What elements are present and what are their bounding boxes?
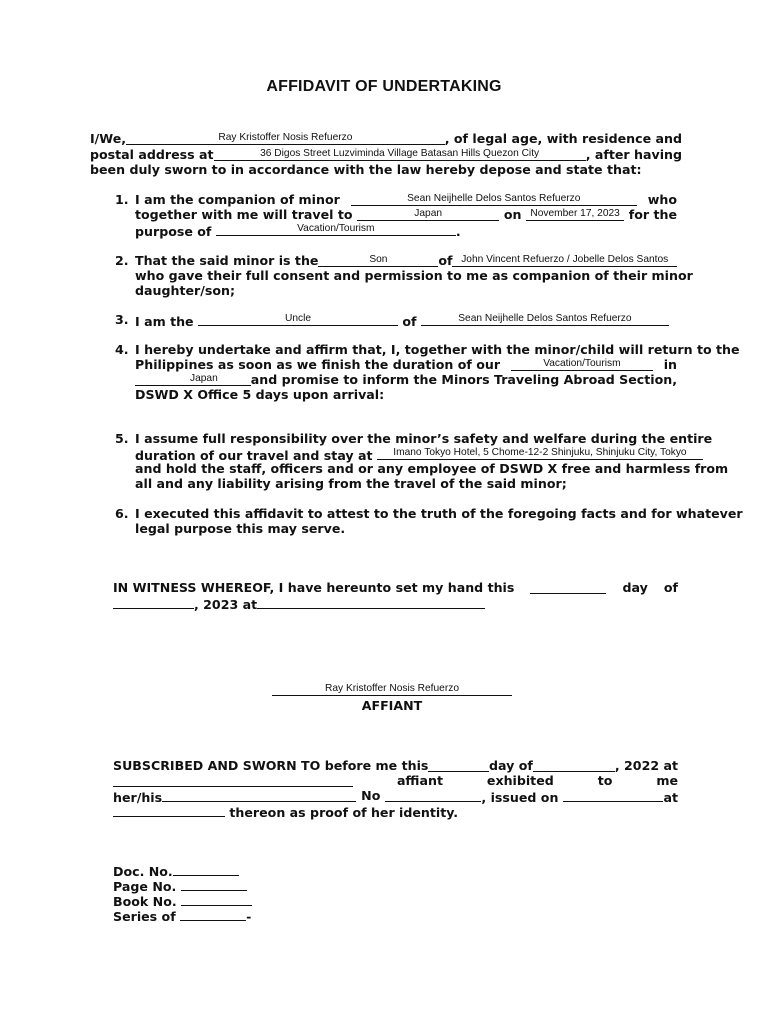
hotel-field[interactable]: Imano Tokyo Hotel, 5 Chome-12-2 Shinjuku, Shinjuku City, Tokyo <box>377 446 703 460</box>
subscribed-line-4 <box>113 803 458 820</box>
doc-no-label: Doc. No. <box>113 864 173 879</box>
item-6-line-2: legal purpose this may serve. <box>135 521 346 536</box>
subscribed-me: me <box>656 773 678 788</box>
item-2-text: That the said minor is the <box>135 253 319 268</box>
intro-postal: postal address at <box>90 147 214 162</box>
purpose-field[interactable]: Vacation/Tourism <box>216 222 456 236</box>
item-3-line-1 <box>135 312 669 329</box>
place-field[interactable]: Japan <box>135 372 251 386</box>
item-1-for: for the <box>628 207 677 222</box>
subscribed-exhibited: exhibited <box>486 773 554 788</box>
id-number-field[interactable] <box>385 788 481 802</box>
address-field[interactable]: 36 Digos Street Luzviminda Village Batasan Hills Quezon City <box>214 147 586 161</box>
subscribed-identity-text: thereon as proof of her identity. <box>229 805 459 820</box>
item-1-purpose-text: purpose of <box>135 224 212 239</box>
item-6-number: 6. <box>115 506 129 521</box>
id-type-field[interactable] <box>162 788 356 802</box>
item-2-of: of <box>438 253 453 268</box>
item-2-line-1 <box>135 253 677 268</box>
item-4-number: 4. <box>115 342 129 357</box>
subscribed-year-text: , 2022 at <box>614 758 678 773</box>
subscribed-text: SUBSCRIBED AND SWORN TO before me this <box>113 758 429 773</box>
item-4-in: in <box>663 357 677 372</box>
item-1-number: 1. <box>115 192 129 207</box>
series-end: - <box>246 909 252 924</box>
travel-date-field[interactable]: November 17, 2023 <box>526 207 624 221</box>
item-2-number: 2. <box>115 253 129 268</box>
item-2-line-3: daughter/son; <box>135 283 235 298</box>
intro-iwe: I/We, <box>90 131 127 146</box>
destination-field[interactable]: Japan <box>357 207 499 221</box>
series-field[interactable] <box>180 907 246 921</box>
witness-year-text: , 2023 at <box>194 597 258 612</box>
item-4-line-1: I hereby undertake and affirm that, I, together with the minor/child will return to the <box>135 342 740 357</box>
page-no-field[interactable] <box>181 877 247 891</box>
intro-line-3: been duly sworn to in accordance with the law hereby depose and state that: <box>90 162 642 177</box>
book-no-field[interactable] <box>181 892 252 906</box>
subscribed-line-2 <box>113 773 678 788</box>
item-4-duration-text: Philippines as soon as we finish the duration of our <box>135 357 501 372</box>
intro-legal-age: , of legal age, with residence and <box>444 131 682 146</box>
purpose-field-2[interactable]: Vacation/Tourism <box>511 357 653 371</box>
series-label: Series of <box>113 909 176 924</box>
item-4-line-4: DSWD X Office 5 days upon arrival: <box>135 387 385 402</box>
affiant-signature-line[interactable] <box>272 681 512 696</box>
subscribed-no: No <box>361 788 381 803</box>
subscribed-affiant: affiant <box>396 773 443 788</box>
intro-line-1 <box>90 131 682 146</box>
subscribed-day-of: day of <box>489 758 533 773</box>
item-1-on: on <box>503 207 522 222</box>
affiant-label: AFFIANT <box>361 698 423 713</box>
witness-line-2 <box>113 595 485 612</box>
doc-no-field[interactable] <box>173 862 239 876</box>
subscribed-herhis: her/his <box>113 790 163 805</box>
item-1-end: . <box>455 224 461 239</box>
item-4-promise-text: and promise to inform the Minors Traveling Abroad Section, <box>250 372 677 387</box>
subscribed-at: at <box>663 790 678 805</box>
item-1-text: I am the companion of minor <box>135 192 340 207</box>
item-1-who: who <box>647 192 677 207</box>
book-no-label: Book No. <box>113 894 177 909</box>
affiant-name-field[interactable]: Ray Kristoffer Nosis Refuerzo <box>126 131 445 145</box>
item-5-line-3: and hold the staff, officers and or any employee of DSWD X free and harmless from <box>135 461 729 476</box>
issued-place-field[interactable] <box>113 803 225 817</box>
item-1-travel-text: together with me will travel to <box>135 207 353 222</box>
item-3-number: 3. <box>115 312 129 327</box>
witness-text: IN WITNESS WHEREOF, I have hereunto set my hand this <box>113 580 515 595</box>
subscribed-issued-on: , issued on <box>481 790 559 805</box>
item-3-of: of <box>402 314 417 329</box>
intro-line-2 <box>90 147 682 162</box>
item-5-line-4: all and any liability arising from the travel of the said minor; <box>135 476 567 491</box>
subscribed-month-field[interactable] <box>533 758 615 772</box>
relation-field[interactable]: Son <box>318 253 438 267</box>
witness-place-field[interactable] <box>257 595 485 609</box>
series-line <box>113 907 251 924</box>
witness-day-label: day <box>622 580 648 595</box>
item-5-number: 5. <box>115 431 129 446</box>
witness-line-1 <box>113 580 678 595</box>
item-2-consent-text: who gave their full consent and permission to me as companion of their minor <box>135 268 693 283</box>
witness-day-field[interactable] <box>530 580 606 594</box>
subscribed-place-field[interactable] <box>113 773 353 787</box>
intro-after: , after having <box>585 147 682 162</box>
item-4-line-2 <box>135 357 677 372</box>
item-3-text: I am the <box>135 314 194 329</box>
minor-name-field-2[interactable]: Sean Neijhelle Delos Santos Refuerzo <box>421 312 669 326</box>
item-2-line-2 <box>135 268 693 283</box>
item-1-line-1 <box>135 192 677 207</box>
item-6-line-1: I executed this affidavit to attest to the truth of the foregoing facts and for whatever <box>135 506 743 521</box>
witness-of-label: of <box>663 580 678 595</box>
item-1-line-2 <box>135 207 677 222</box>
item-5-stay-text: duration of our travel and stay at <box>135 448 373 463</box>
document-title: AFFIDAVIT OF UNDERTAKING <box>266 78 502 95</box>
minor-name-field[interactable]: Sean Neijhelle Delos Santos Refuerzo <box>351 192 637 206</box>
item-4-line-3 <box>135 372 677 387</box>
subscribed-day-field[interactable] <box>428 758 489 772</box>
subscribed-line-1 <box>113 758 678 773</box>
companion-relation-field[interactable]: Uncle <box>198 312 398 326</box>
item-5-line-1: I assume full responsibility over the minor’s safety and welfare during the entire <box>135 431 713 446</box>
witness-month-field[interactable] <box>113 595 194 609</box>
issued-date-field[interactable] <box>563 788 663 802</box>
item-1-line-3 <box>135 222 461 239</box>
affiant-name: Ray Kristoffer Nosis Refuerzo <box>325 683 459 694</box>
page-no-label: Page No. <box>113 879 177 894</box>
subscribed-to: to <box>597 773 613 788</box>
parents-field[interactable]: John Vincent Refuerzo / Jobelle Delos Santos <box>452 253 677 267</box>
